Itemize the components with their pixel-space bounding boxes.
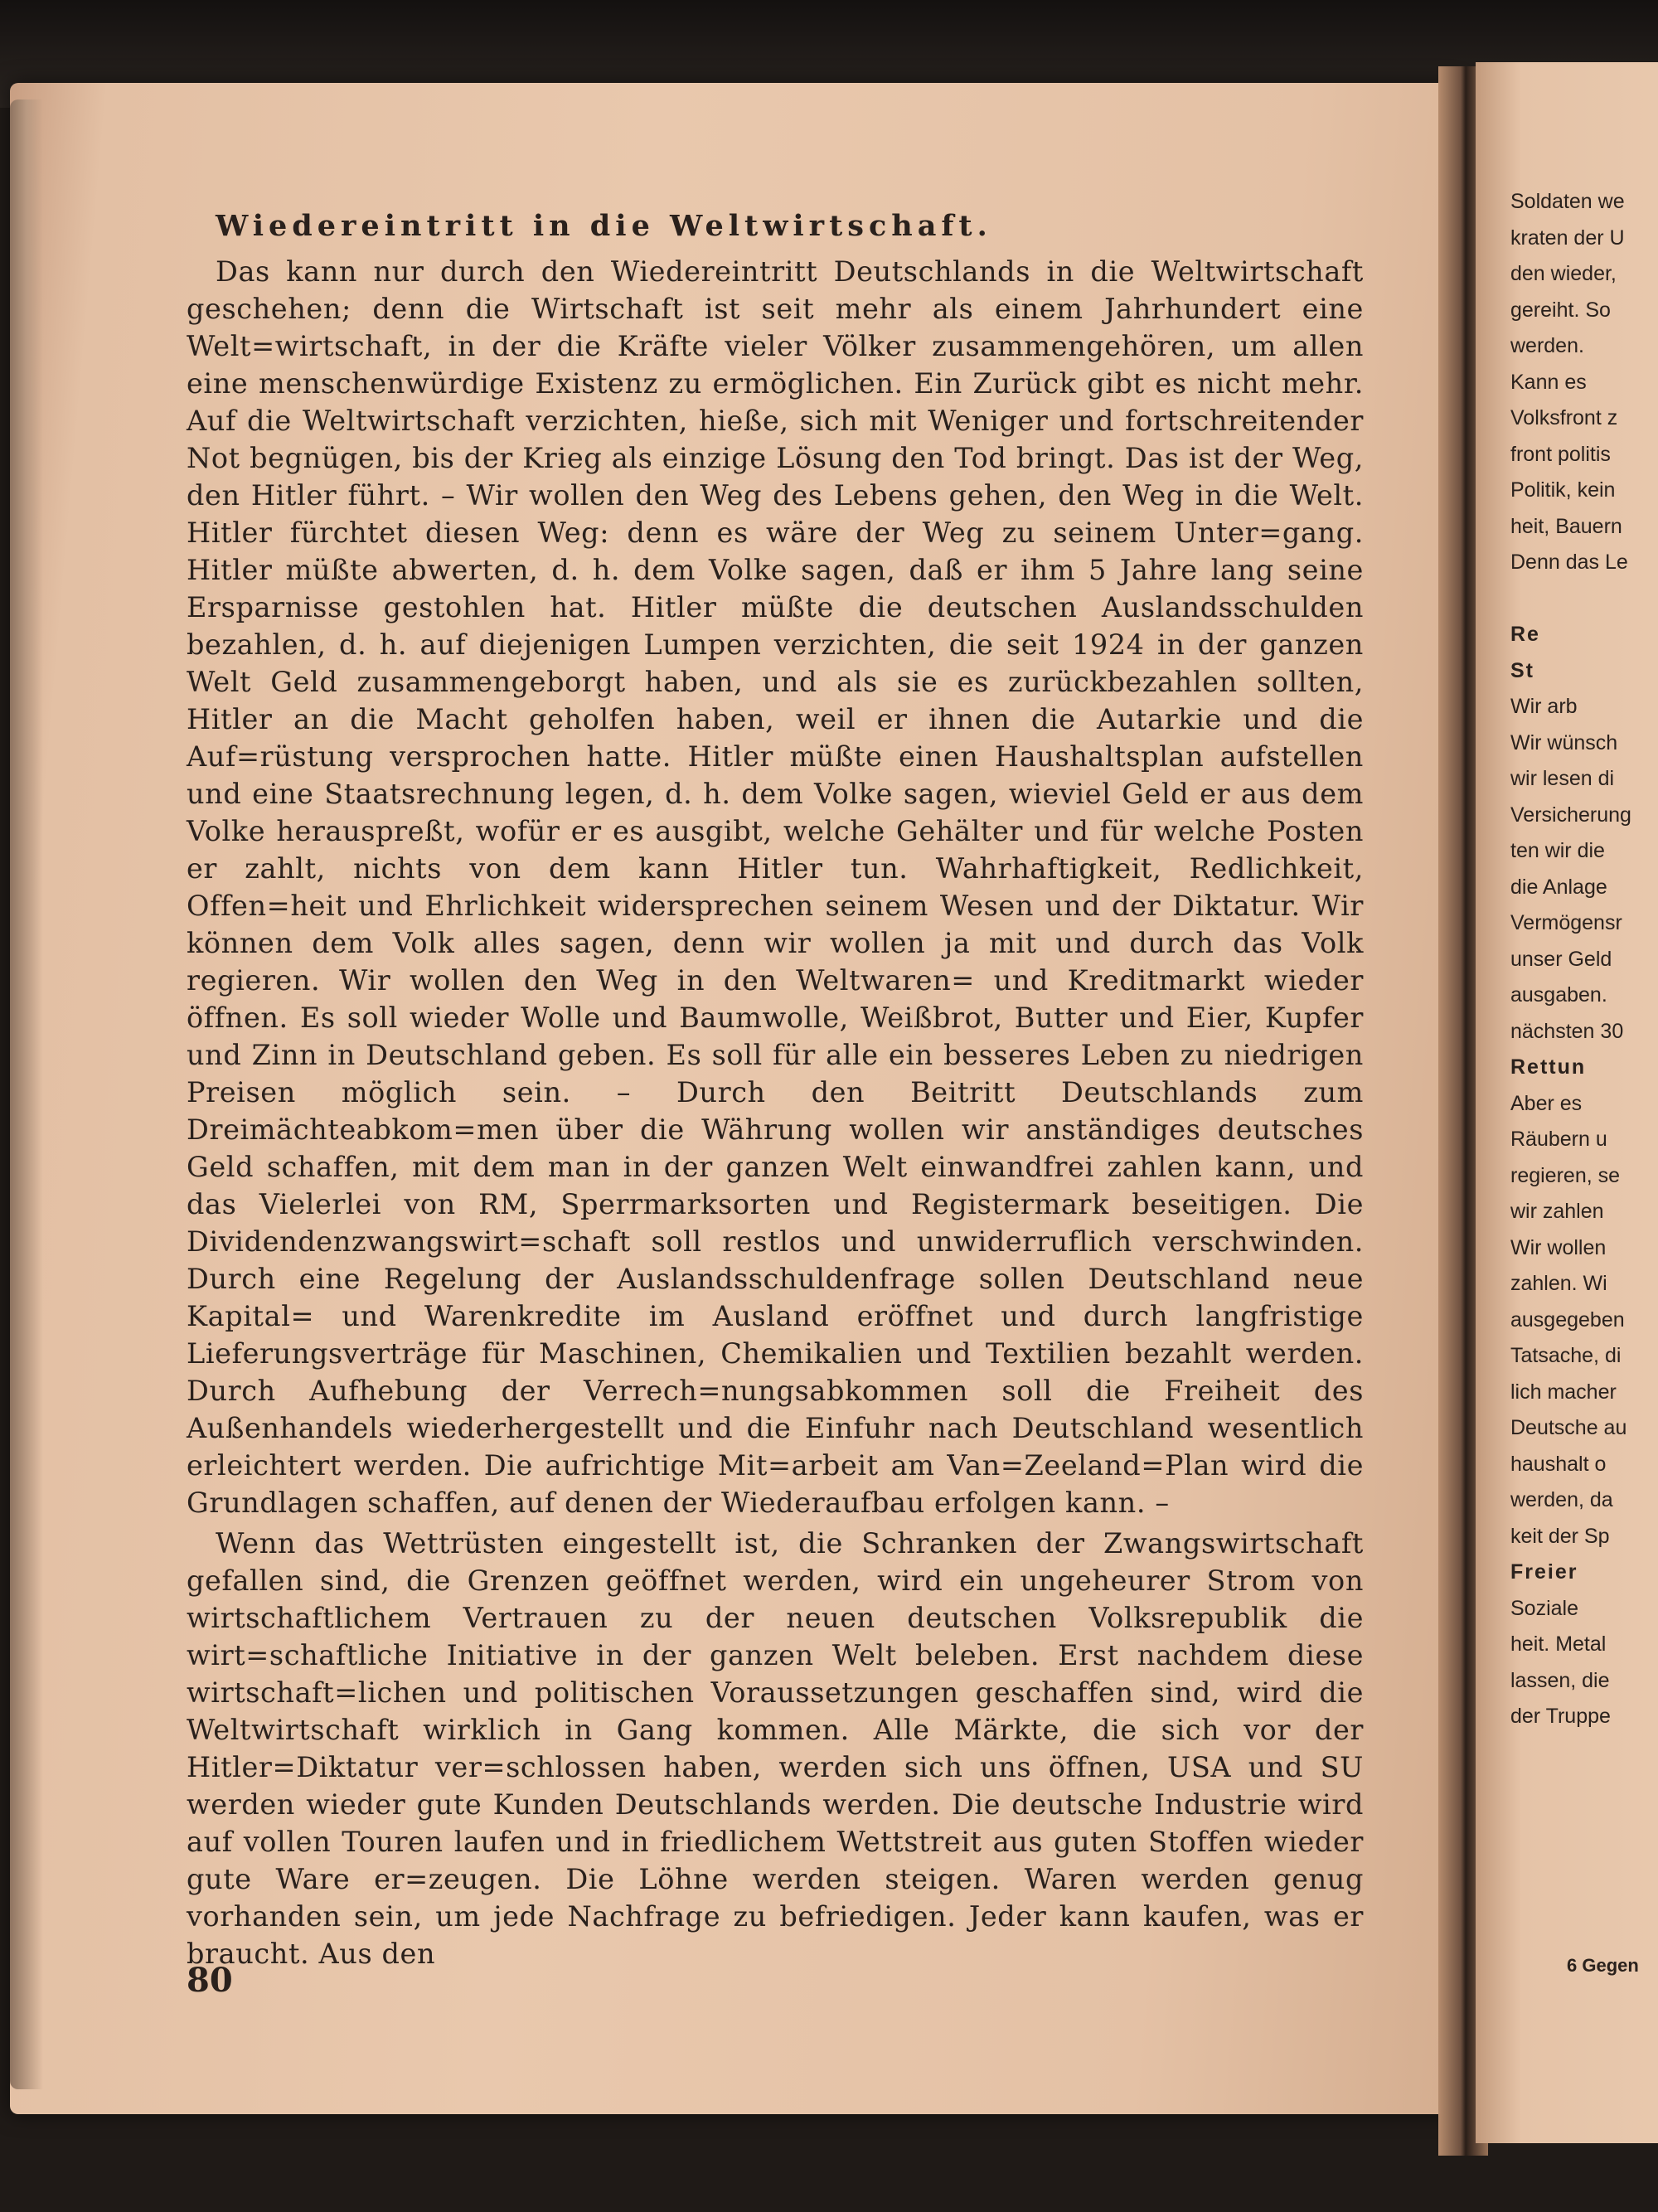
right-page-line: lassen, die <box>1510 1668 1610 1692</box>
right-page-line: Deutsche au <box>1510 1416 1627 1439</box>
right-page-line: Volksfront z <box>1510 406 1618 429</box>
right-page-line: lich macher <box>1510 1380 1617 1404</box>
right-page-line: ausgegeben <box>1510 1307 1625 1332</box>
right-page-line: die Anlage <box>1510 875 1607 899</box>
right-page-line: werden, da <box>1510 1488 1613 1511</box>
right-page-line: Soldaten we <box>1510 190 1625 213</box>
right-page-line: Vermögensr <box>1510 911 1622 934</box>
page-number: 80 <box>187 1961 233 2000</box>
right-page-line: zahlen. Wi <box>1510 1272 1607 1295</box>
right-page-line: haushalt o <box>1510 1452 1607 1476</box>
right-page-line: heit, Bauern <box>1510 514 1622 538</box>
right-page-line: Wir wollen <box>1510 1235 1607 1259</box>
paragraph-2: Wenn das Wettrüsten eingestellt ist, die Schranken der Zwangswirtschaft gefallen sind, die Grenzen geöffnet werden, wird ein ungeheurer Strom von wirtschaftlichem Vertrauen zu der neuen deutschen Volksrepublik die wirt=schaftliche Initiative in der ganzen Welt beleben. Erst nachdem diese wirtschaft=lichen und politischen Voraussetzungen geschaffen sind, wird die Weltwirtschaft wirklich in Gang kommen. Alle Märkte, die sich vor der Hitler=Diktatur ver=schlossen haben, werden sich uns öffnen, USA und SU werden wieder gute Kunden Deutschlands werden. Die deutsche Industrie wird auf vollen Touren laufen und in friedlichem Wettstreit aus guten Stoffen wieder gute Ware er=zeugen. Die Löhne werden steigen. Waren werden genug vorhanden sein, um jede Nachfrage zu befriedigen. Jeder kann kaufen, was er braucht. Aus den <box>187 1527 1364 1970</box>
right-page-line: der Truppe <box>1510 1705 1611 1728</box>
paragraph-1: Das kann nur durch den Wiedereintritt Deutschlands in die Weltwirtschaft geschehen; denn die Wirtschaft ist seit mehr als einem Jahrhundert eine Welt=wirtschaft, in der die Kräfte vieler Völker zusammengehören, um allen eine menschenwürdige Existenz zu ermöglichen. Ein Zurück gibt es nicht mehr. Auf die Weltwirtschaft verzichten, hieße, sich mit Weniger und fortschreitender Not begnügen, bis der Krieg als einzige Lösung den Tod bringt. Das ist der Weg, den Hitler führt. – Wir wollen den Weg des Lebens gehen, den Weg in die Welt. Hitler fürchtet diesen Weg: denn es wäre der Weg zu seinem Unter=gang. Hitler müßte abwerten, d. h. dem Volke sagen, daß er ihm 5 Jahre lang seine Ersparnisse gestohlen hat. Hitler müßte die deutschen Auslandsschulden bezahlen, d. h. auf diejenigen Lumpen verzichten, die seit 1924 in der ganzen Welt Geld zusammengeborgt haben, und als sie es zurückbezahlen sollten, Hitler an die Macht geholfen haben, weil er ihnen die Autarkie und die Auf=rüstung versprochen hatte. Hitler müßte einen Haushaltsplan aufstellen und eine Staatsrechnung legen, d. h. dem Volke sagen, wieviel Geld er aus dem Volke herauspreßt, wofür er es ausgibt, welche Gehälter und für welche Posten er zahlt, nichts von dem kann Hitler tun. Wahrhaftigkeit, Redlichkeit, Offen=heit und Ehrlichkeit widersprechen seinem Wesen und der Diktatur. Wir können dem Volk alles sagen, denn wir wollen ja mit und durch das Volk regieren. Wir wollen den Weg in den Weltwaren= und Kreditmarkt wieder öffnen. Es soll wieder Wolle und Baumwolle, Weißbrot, Butter und Eier, Kupfer und Zinn in Deutschland geben. Es soll für alle ein besseres Leben zu niedrigen Preisen möglich sein. – Durch den Beitritt Deutschlands zum Dreimächteabkom=men über die Währung wollen wir anständiges deutsches Geld schaffen, mit dem man in der ganzen Welt einwandfrei zahlen kann, und das Vielerlei von RM, Sperrmarksorten und Registermark beseitigen. Die Dividendenzwangswirt=schaft soll restlos und unwiderruflich verschwinden. Durch eine Regelung der Auslandsschuldenfrage sollen Deutschland neue Kapital= und Warenkredite im Ausland eröffnet und durch langfristige Lieferungsverträge für Maschinen, Chemikalien und Textilien bezahlt werden. Durch Aufhebung der Verrech=nungsabkommen soll die Freiheit des Außenhandels wiederhergestellt und die Einfuhr nach Deutschland wesentlich erleichtert werden. Die aufrichtige Mit=arbeit am Van=Zeeland=Plan wird die Grundlagen schaffen, auf denen der Wiederaufbau erfolgen kann. – <box>187 255 1364 1519</box>
right-page-line: werden. <box>1510 334 1584 357</box>
right-page-line: wir zahlen <box>1510 1200 1604 1223</box>
right-page-line: ten wir die <box>1510 839 1605 862</box>
right-page-line: Wir wünsch <box>1510 730 1618 754</box>
right-page-line: Rettun <box>1510 1055 1587 1079</box>
right-page-line: Politik, kein <box>1510 478 1616 502</box>
right-page-line: kraten der U <box>1510 226 1625 250</box>
right-page-line: Tatsache, di <box>1510 1344 1622 1367</box>
right-page-line: ausgaben. <box>1510 983 1607 1007</box>
right-page-footer: 6 Gegen <box>1567 1955 1639 1976</box>
right-page-line: nächsten 30 <box>1510 1019 1624 1043</box>
right-page-line: front politis <box>1510 442 1611 466</box>
right-page-text <box>1510 184 1658 1735</box>
right-page-line: Räubern u <box>1510 1128 1607 1151</box>
right-page-line: keit der Sp <box>1510 1524 1610 1548</box>
left-page-edge <box>10 99 43 2089</box>
left-page-text <box>187 209 1364 1972</box>
right-page-line: Aber es <box>1510 1091 1583 1115</box>
right-page-line: gereiht. So <box>1510 298 1611 322</box>
right-page-line: heit. Metal <box>1510 1632 1607 1656</box>
right-page-line: wir lesen di <box>1510 767 1615 790</box>
section-heading: Wiedereintritt in die Weltwirtschaft. <box>216 209 992 243</box>
right-page-line: Re <box>1510 623 1540 646</box>
right-page-line: Kann es <box>1510 370 1587 394</box>
right-page-line: unser Geld <box>1510 947 1612 971</box>
right-page-line: Versicherung <box>1510 803 1631 827</box>
right-page-line: Wir arb <box>1510 695 1578 718</box>
right-page-line: St <box>1510 658 1534 682</box>
right-page-line: Denn das Le <box>1510 551 1628 574</box>
right-page-line: den wieder, <box>1510 262 1617 285</box>
right-page-line: regieren, se <box>1510 1163 1621 1187</box>
right-page-line <box>1510 581 1658 618</box>
right-page-line: Soziale <box>1510 1596 1578 1620</box>
right-page-line: Freier <box>1510 1560 1578 1584</box>
